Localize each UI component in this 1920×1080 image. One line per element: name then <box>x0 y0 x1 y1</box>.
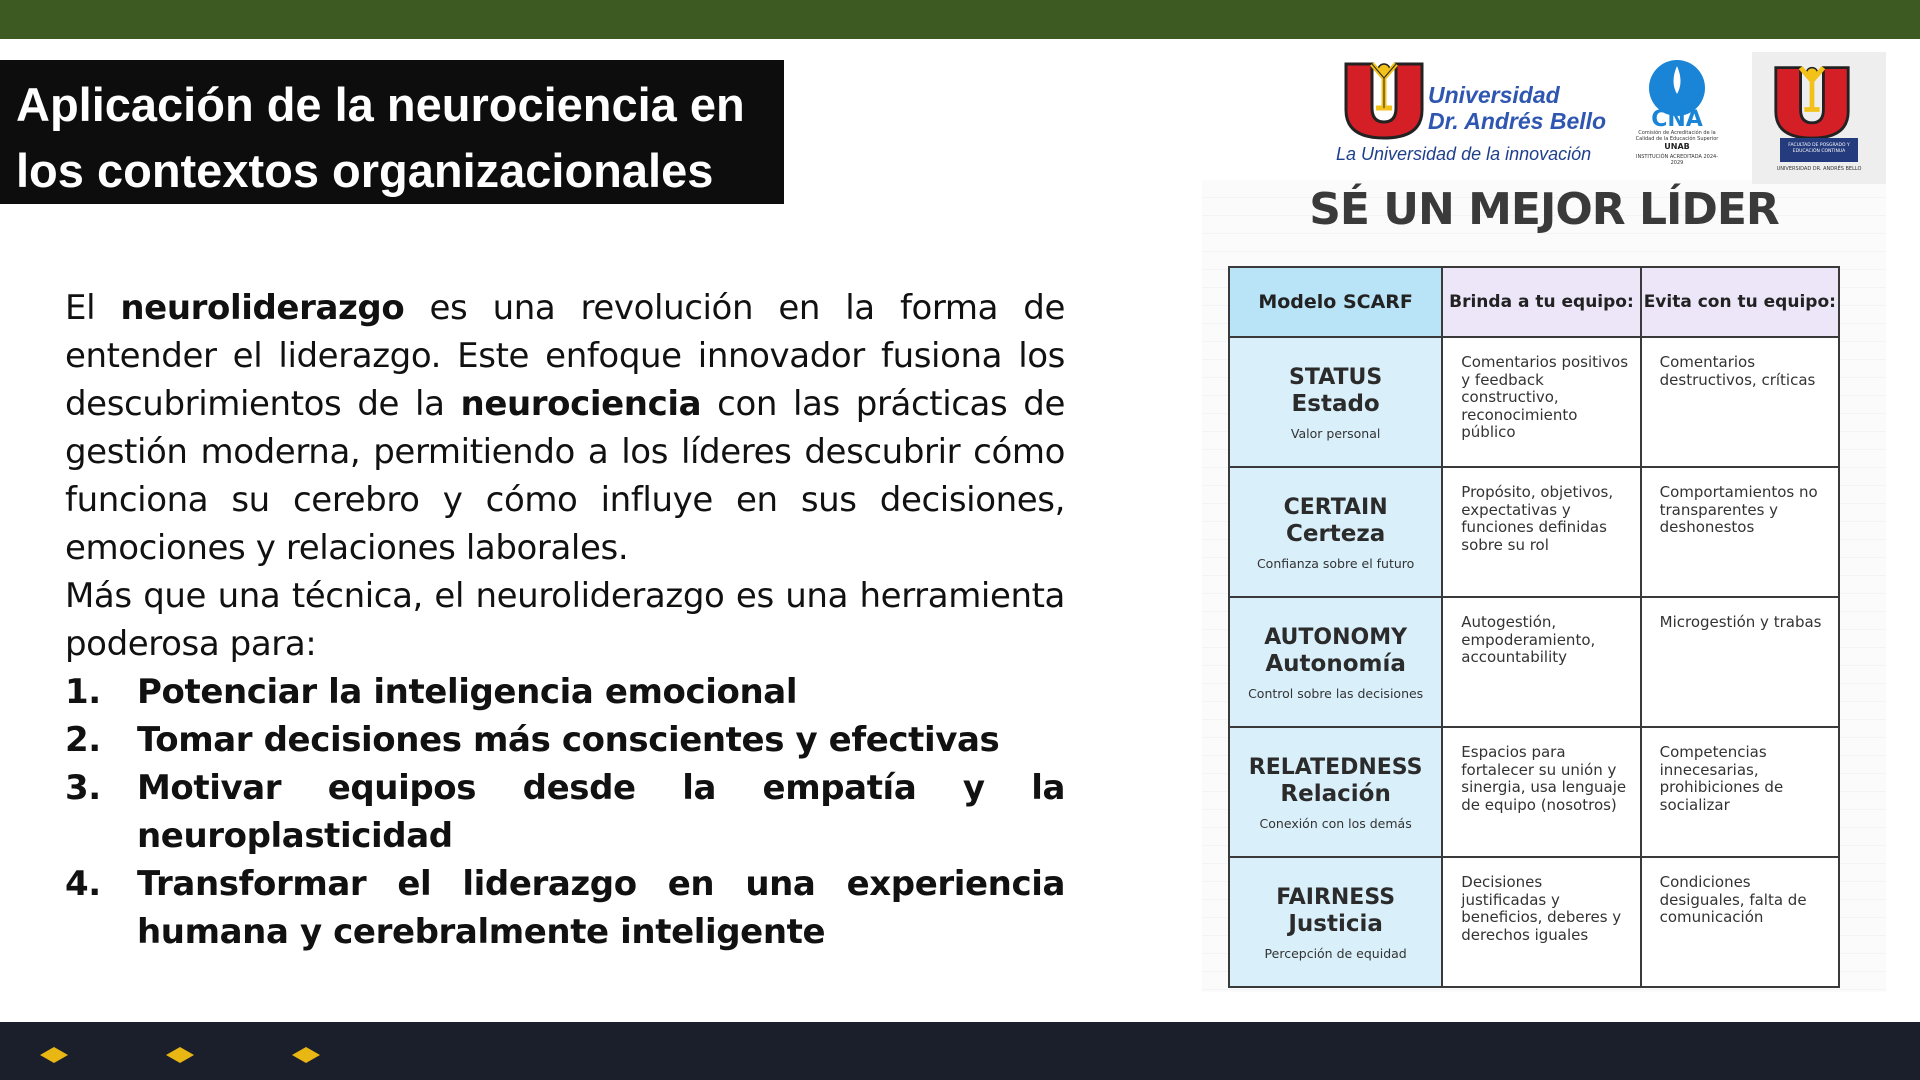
list-item <box>65 860 1065 956</box>
slide-title <box>0 60 784 204</box>
bottom-footer-bar <box>0 1022 1920 1080</box>
bold-term-neurociencia: neurociencia <box>460 384 702 424</box>
column-header: Modelo SCARF <box>1229 267 1442 337</box>
table-row <box>1229 727 1839 857</box>
list-number: 2. <box>65 720 101 760</box>
diamond-icon <box>166 1047 194 1063</box>
faculty-shield-icon <box>1772 60 1852 140</box>
text-run: El <box>65 288 121 328</box>
table-header-row <box>1229 267 1839 337</box>
university-tagline: La Universidad de la innovación <box>1336 144 1592 164</box>
dimension-en: AUTONOMY <box>1264 624 1408 650</box>
give-cell: Propósito, objetivos, expectativas y funciones definidas sobre su rol <box>1442 467 1640 597</box>
give-cell: Comentarios positivos y feedback constructivo, reconocimiento público <box>1442 337 1640 467</box>
scarf-table <box>1228 266 1840 988</box>
give-cell: Decisiones justificadas y beneficios, deberes y derechos iguales <box>1442 857 1640 987</box>
university-shield-icon <box>1342 56 1426 140</box>
dimension-en: RELATEDNESS <box>1248 754 1423 780</box>
dimension-es: Certeza <box>1285 520 1386 547</box>
scarf-dimension <box>1229 467 1442 597</box>
give-cell: Espacios para fortalecer su unión y sinergia, usa lenguaje de equipo (nosotros) <box>1442 727 1640 857</box>
table-row <box>1229 857 1839 987</box>
list-text: Potenciar la inteligencia emocional <box>137 672 798 712</box>
cna-unab: UNAB <box>1664 142 1690 151</box>
text-run: con las prácticas de gestión moderna, permitiendo a los líderes descubrir cómo funciona su cerebro y cómo influye en sus decisiones, emociones y relaciones laborales. <box>65 384 1066 568</box>
dimension-es: Autonomía <box>1265 650 1406 677</box>
dimension-desc: Confianza sobre el futuro <box>1256 555 1415 571</box>
column-header: Brinda a tu equipo: <box>1442 267 1640 337</box>
dimension-en: CERTAIN <box>1283 494 1388 520</box>
list-item <box>65 668 1065 716</box>
scarf-dimension <box>1229 337 1442 467</box>
cna-accreditation-period: INSTITUCIÓN ACREDITADA 2024-2029 <box>1635 154 1719 166</box>
text-run: es una revolución en la forma de entender el liderazgo. Este enfoque innovador fusiona los descubrimientos de la <box>65 288 1065 424</box>
give-cell: Autogestión, empoderamiento, accountability <box>1442 597 1640 727</box>
avoid-cell: Microgestión y trabas <box>1641 597 1839 727</box>
university-name-line-1: Universidad <box>1428 82 1560 108</box>
infographic-heading: SÉ UN MEJOR LÍDER <box>1309 184 1779 235</box>
slide-title-line-2: los contextos organizacionales <box>16 144 714 197</box>
dimension-desc: Valor personal <box>1290 425 1381 441</box>
diamond-icon <box>40 1047 68 1063</box>
list-item <box>65 764 1065 860</box>
list-item <box>65 716 1065 764</box>
university-name-line-2: Dr. Andrés Bello <box>1428 108 1607 134</box>
dimension-es: Justicia <box>1288 910 1383 937</box>
dimension-desc: Percepción de equidad <box>1264 945 1407 961</box>
dimension-en: STATUS <box>1289 364 1383 390</box>
logo-header <box>1202 52 1886 180</box>
faculty-logo <box>1752 52 1886 184</box>
scarf-dimension <box>1229 597 1442 727</box>
scarf-infographic <box>1202 52 1886 992</box>
column-header: Evita con tu equipo: <box>1641 267 1839 337</box>
svg-text:CNA: CNA <box>1651 107 1703 132</box>
dimension-desc: Conexión con los demás <box>1259 815 1412 831</box>
list-number: 4. <box>65 864 101 904</box>
table-row <box>1229 467 1839 597</box>
scarf-dimension <box>1229 857 1442 987</box>
avoid-cell: Comentarios destructivos, críticas <box>1641 337 1839 467</box>
faculty-label: FACULTAD DE POSGRADO Y EDUCACIÓN CONTINUA <box>1780 138 1858 162</box>
cna-text: Comisión de Acreditación de la Calidad de la Educación Superior <box>1635 130 1719 142</box>
faculty-sub: UNIVERSIDAD DR. ANDRÉS BELLO <box>1776 166 1862 172</box>
dimension-es: Relación <box>1280 780 1391 807</box>
list-text: Transformar el liderazgo en una experiencia humana y cerebralmente inteligente <box>137 864 1065 952</box>
avoid-cell: Competencias innecesarias, prohibiciones de socializar <box>1641 727 1839 857</box>
second-paragraph: Más que una técnica, el neuroliderazgo es una herramienta poderosa para: <box>65 576 1065 664</box>
benefit-list <box>65 668 1065 956</box>
slide-title-line-1: Aplicación de la neurociencia en <box>16 78 745 131</box>
list-text: Tomar decisiones más conscientes y efectivas <box>137 720 1000 760</box>
list-text: Motivar equipos desde la empatía y la neuroplasticidad <box>137 768 1065 856</box>
list-number: 1. <box>65 672 101 712</box>
avoid-cell: Condiciones desiguales, falta de comunicación <box>1641 857 1839 987</box>
dimension-en: FAIRNESS <box>1276 884 1396 910</box>
body-text <box>65 284 1065 956</box>
intro-paragraph <box>65 284 1065 572</box>
table-row <box>1229 597 1839 727</box>
dimension-es: Estado <box>1291 390 1380 417</box>
top-accent-bar <box>0 0 1920 39</box>
scarf-dimension <box>1229 727 1442 857</box>
avoid-cell: Comportamientos no transparentes y deshonestos <box>1641 467 1839 597</box>
bold-term-neuroliderazgo: neuroliderazgo <box>120 288 405 328</box>
diamond-icon <box>292 1047 320 1063</box>
dimension-desc: Control sobre las decisiones <box>1248 685 1424 701</box>
list-number: 3. <box>65 768 101 808</box>
table-row <box>1229 337 1839 467</box>
